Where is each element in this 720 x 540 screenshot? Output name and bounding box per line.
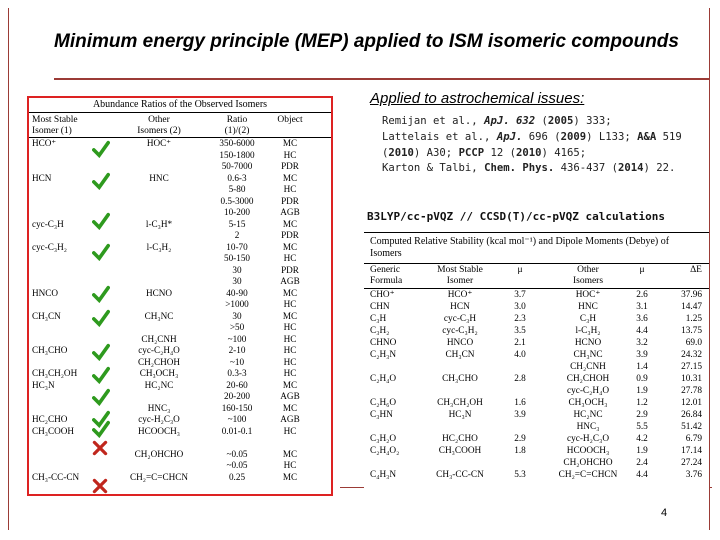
right-table-cell: 69.0 <box>685 338 702 348</box>
left-table-row <box>29 265 329 276</box>
left-table-row <box>29 219 329 230</box>
right-table-cell: C₃HN <box>370 410 393 420</box>
right-table-cell: 5.3 <box>514 470 526 480</box>
right-table-cell: 27.24 <box>681 458 702 468</box>
left-table-cell: l-C₃H* <box>145 218 173 229</box>
reference-segment: 2009 <box>560 130 587 143</box>
left-table-cell: HC₂CHO <box>32 414 68 424</box>
right-table-cell: cyc-H₂C₃O <box>566 434 610 444</box>
left-table-heading: Abundance Ratios of the Observed Isomers <box>29 98 331 113</box>
left-table-cell: MC <box>282 471 298 482</box>
reference-segment: ) A30; <box>413 146 459 159</box>
right-table-cell: C₃H₂O <box>370 434 397 444</box>
right-table-cell: CH₃CH₂OH <box>437 398 483 408</box>
checkmark-icon <box>92 243 110 261</box>
right-table-cell: 4.0 <box>514 350 526 360</box>
slide-right-border <box>709 8 710 530</box>
left-table-cell: 50-150 <box>223 253 251 263</box>
right-table-cell: C₃H <box>579 314 597 324</box>
right-table-cell: cyc-C₃H <box>443 314 477 324</box>
reference-segment: ) L133; <box>586 130 638 143</box>
left-table-cell: MC <box>282 448 298 459</box>
right-table-cell: 4.4 <box>636 470 648 480</box>
left-table-cell: cyc-C₃H₂ <box>32 241 67 252</box>
right-table-cell: 3.76 <box>685 470 702 480</box>
right-table-cell: C₂H₆O <box>370 398 397 408</box>
right-table-cell: 1.6 <box>514 398 526 408</box>
reference-segment: 12 ( <box>484 146 516 159</box>
left-table-cell: HC <box>283 299 297 309</box>
reference-segment: 2005 <box>547 115 574 127</box>
left-table-cell: 160-150 <box>221 402 253 413</box>
right-table-cell: 14.47 <box>681 302 702 312</box>
left-table-column-header: Most Stable Isomer (1) <box>32 115 78 136</box>
right-table-cell: CHN <box>370 302 390 312</box>
checkmark-icon <box>92 212 110 230</box>
right-table-cell: l-C₃H₂ <box>575 326 601 336</box>
reference-segment: ( <box>382 146 389 159</box>
right-table-cell: C₂H₃N <box>370 350 397 360</box>
left-table-cell: HCOOCH₃ <box>138 425 180 436</box>
left-table-cell: cyc-C₃H <box>32 218 64 229</box>
left-table-cell: CH₃COOH <box>32 425 74 436</box>
left-table-cell: HNCO <box>32 287 59 298</box>
right-table-cell: 51.42 <box>681 422 702 432</box>
right-table-cell: CHO⁺ <box>370 290 395 300</box>
left-table-cell: >1000 <box>225 299 249 309</box>
right-table-column-header: μ <box>639 265 645 275</box>
left-table-cell: MC <box>282 310 298 321</box>
right-table-row <box>364 446 709 457</box>
right-table-cell: 2.9 <box>636 410 648 420</box>
left-table-cell: >50 <box>229 322 245 332</box>
checkmark-icon <box>92 388 110 406</box>
right-table-cell: HCO⁺ <box>447 290 473 300</box>
left-table-row <box>29 403 329 414</box>
right-table-row <box>364 386 709 397</box>
left-table-cell: HNC₃ <box>147 402 171 413</box>
right-table-cell: CH₃COOH <box>438 446 482 456</box>
left-table-row <box>29 460 329 471</box>
right-table-cell: CHNO <box>370 338 397 348</box>
left-table-cell: ~10 <box>229 356 245 367</box>
reference-segment: 436-437 ( <box>554 162 619 175</box>
left-table-cell: PDR <box>281 230 299 240</box>
reference-segment: Chem. Phys. <box>484 162 555 175</box>
left-table-row <box>29 242 329 253</box>
left-table-cell: HCNO <box>145 287 173 298</box>
reference-line <box>382 130 707 146</box>
right-table-cell: cyc-C₃H₂ <box>442 326 478 336</box>
right-table-cell: HCOOCH₃ <box>566 446 610 456</box>
right-table-cell: 2.9 <box>514 434 526 444</box>
reference-segment: ) 4165; <box>541 146 587 159</box>
right-table-cell: HNC₃ <box>576 422 600 432</box>
left-table-cell: CH₃CN <box>32 310 61 321</box>
left-table-cell: HC <box>283 184 297 194</box>
left-table-row <box>29 138 329 149</box>
left-table-row <box>29 299 329 310</box>
left-table-cell: AGB <box>280 391 300 401</box>
left-table-cell: HCN <box>32 172 52 183</box>
left-table-row <box>29 368 329 379</box>
left-table-cell: 0.6-3 <box>227 172 247 183</box>
reference-line <box>382 146 707 162</box>
left-table-row <box>29 345 329 356</box>
abundance-ratios-table <box>27 96 333 496</box>
left-table-row <box>29 380 329 391</box>
right-table-heading: Computed Relative Stability (kcal mol⁻¹) and Dipole Moments (Debye) of Isomers <box>364 232 709 264</box>
reference-line <box>382 114 707 130</box>
right-table-cell: 2.6 <box>636 290 648 300</box>
right-table-cell: HNC <box>578 302 598 312</box>
right-table-cell: CH₃CN <box>445 350 475 360</box>
right-table-cell: C₂H₄O₂ <box>370 446 400 456</box>
left-table-cell: HC <box>283 368 297 378</box>
left-table-cell: 5-15 <box>228 218 246 229</box>
right-table-cell: C₂H₄O <box>370 374 397 384</box>
left-table-cell: 0.01-0.1 <box>221 425 253 436</box>
right-table-cell: 27.78 <box>681 386 702 396</box>
left-table-cell: MC <box>282 172 298 183</box>
right-table-cell: 2.4 <box>636 458 648 468</box>
slide-left-border <box>8 8 9 530</box>
left-table-column-header: Object <box>277 115 303 125</box>
stability-table <box>364 232 709 494</box>
left-table-row <box>29 357 329 368</box>
right-table-cell: 1.25 <box>685 314 702 324</box>
right-table-cell: 3.7 <box>514 290 526 300</box>
left-table-cell: 2-10 <box>228 345 246 355</box>
right-table-row <box>364 410 709 421</box>
references-block <box>382 114 707 177</box>
left-table-cell: MC <box>282 379 298 390</box>
left-table-row <box>29 472 329 483</box>
checkmark-icon <box>92 172 110 190</box>
left-table-cell: HC₂NC <box>144 379 174 390</box>
left-table-cell: PDR <box>281 264 299 275</box>
left-table-cell: cyc-C₂H₄O <box>138 345 180 355</box>
left-table-cell: CH₂=C=CHCN <box>130 471 188 482</box>
right-table-cell: 1.9 <box>636 446 648 456</box>
reference-line <box>382 161 707 177</box>
reference-segment: ( <box>535 115 548 127</box>
right-table-column-header: Generic Formula <box>370 265 403 286</box>
left-table-cell: CH₃CHO <box>32 345 68 355</box>
left-table-cell: 30 <box>232 276 242 286</box>
left-table-cell: 20-60 <box>226 379 248 390</box>
right-table-column-header: Most Stable Isomer <box>437 265 483 286</box>
left-table-cell: ~100 <box>227 414 247 424</box>
right-table-row <box>364 362 709 373</box>
left-table-row <box>29 196 329 207</box>
left-table-cell: 40-90 <box>226 287 248 298</box>
reference-segment: ApJ. <box>496 130 523 143</box>
left-table-row <box>29 334 329 345</box>
left-table-cell: HC <box>283 425 297 436</box>
left-table-row <box>29 276 329 287</box>
left-table-cell: 0.25 <box>228 471 246 482</box>
left-table-cell: 20-200 <box>223 391 251 401</box>
left-table-row <box>29 311 329 322</box>
right-table-cell: 3.2 <box>636 338 648 348</box>
checkmark-icon <box>92 285 110 303</box>
left-table-cell: HC <box>283 345 297 355</box>
method-label: B3LYP/cc-pVQZ // CCSD(T)/cc-pVQZ calculations <box>367 210 666 223</box>
right-table-cell: HC₂CHO <box>442 434 478 444</box>
left-table-cell: ~0.05 <box>226 448 248 459</box>
right-table-cell: 26.84 <box>681 410 702 420</box>
right-table-cell: HNCO <box>446 338 474 348</box>
left-table-cell: 30 <box>232 264 242 275</box>
right-table-cell: HC₂NC <box>573 410 603 420</box>
right-table-cell: 3.5 <box>514 326 526 336</box>
checkmark-icon <box>92 140 110 158</box>
left-table-cell: HNC <box>149 172 169 183</box>
reference-segment: 696 ( <box>522 130 561 143</box>
reference-segment: ) 333; <box>573 115 612 127</box>
checkmark-icon <box>92 420 110 438</box>
right-table-cell: 37.96 <box>681 290 702 300</box>
left-table-row <box>29 322 329 333</box>
right-table-cell: 24.32 <box>681 350 702 360</box>
reference-segment: 2014 <box>618 162 644 175</box>
left-table-cell: 150-1800 <box>219 149 255 160</box>
left-table-cell: MC <box>282 241 298 252</box>
left-table-cell: HOC⁺ <box>146 138 172 148</box>
right-table-column-header: Other Isomers <box>572 265 604 286</box>
left-table-row <box>29 207 329 218</box>
left-table-row <box>29 414 329 425</box>
right-table-row <box>364 350 709 361</box>
right-table-row <box>364 326 709 337</box>
right-table-cell: 17.14 <box>681 446 702 456</box>
left-table-cell: MC <box>282 138 298 148</box>
left-table-cell: MC <box>282 402 298 413</box>
page-number: 4 <box>661 507 668 519</box>
right-table-cell: 3.6 <box>636 314 648 324</box>
right-table-cell: 1.2 <box>636 398 648 408</box>
left-table-cell: CH₂CNH <box>141 333 177 344</box>
left-table-row <box>29 426 329 437</box>
right-table-cell: 27.15 <box>681 362 702 372</box>
reference-segment: Karton & Talbi, <box>382 162 485 175</box>
left-table-cell: HC <box>283 460 297 470</box>
left-table-cell: PDR <box>281 195 299 206</box>
left-table-cell: cyc-H₂C₃O <box>138 414 180 424</box>
right-table-cell: C₃H <box>370 314 387 324</box>
right-table-cell: CH₃CHO <box>442 374 478 384</box>
right-table-cell: CH₃OCH₃ <box>568 398 608 408</box>
left-table-header-row <box>29 113 331 138</box>
checkmark-icon <box>92 343 110 361</box>
right-table-cell: HOC⁺ <box>575 290 601 300</box>
right-table-cell: 1.9 <box>636 386 648 396</box>
left-table-cell: CH₃NC <box>144 310 174 321</box>
left-table-column-header: Ratio (1)/(2) <box>224 115 250 136</box>
right-table-cell: cyc-C₂H₄O <box>566 386 610 396</box>
reference-segment: ) 22. <box>643 162 676 175</box>
right-table-cell: CH₂OHCHO <box>563 458 613 468</box>
left-table-cell: 5-80 <box>228 184 246 194</box>
left-table-row <box>29 173 329 184</box>
right-table-cell: C₄H₃N <box>370 470 397 480</box>
right-table-cell: 5.5 <box>636 422 648 432</box>
right-table-column-header: ΔE <box>690 265 702 275</box>
checkmark-icon <box>92 366 110 384</box>
right-table-cell: 4.2 <box>636 434 648 444</box>
right-table-cell: HCN <box>450 302 470 312</box>
right-table-cell: 3.9 <box>514 410 526 420</box>
left-table-cell: 10-70 <box>226 241 248 252</box>
right-table-cell: 13.75 <box>681 326 702 336</box>
reference-segment: 519 <box>656 130 682 143</box>
right-table-cell: 3.9 <box>636 350 648 360</box>
left-table-cell: AGB <box>280 414 300 424</box>
reference-segment: Remijan et al., <box>382 115 485 127</box>
left-table-cell: AGB <box>280 276 300 286</box>
reference-segment: A&A <box>637 130 657 143</box>
reference-segment: 2010 <box>515 146 542 159</box>
right-table-cell: HC₃N <box>448 410 472 420</box>
left-table-row <box>29 449 329 460</box>
right-table-row <box>364 338 709 349</box>
cross-icon <box>92 440 108 456</box>
right-table-row <box>364 422 709 433</box>
right-table-cell: CH₃NC <box>573 350 603 360</box>
left-table-row <box>29 161 329 172</box>
left-table-row <box>29 253 329 264</box>
left-table-cell: 50-7000 <box>221 161 253 171</box>
right-table-row <box>364 290 709 301</box>
left-table-cell: 10-200 <box>223 207 251 217</box>
right-table-cell: CH₂CNH <box>570 362 606 372</box>
left-table-row <box>29 184 329 195</box>
left-table-cell: ~100 <box>227 333 247 344</box>
left-table-cell: CH₃CH₂OH <box>32 368 78 378</box>
right-table-cell: C₃H₂ <box>370 326 390 336</box>
left-table-cell: HCO⁺ <box>32 138 57 148</box>
right-table-cell: 4.4 <box>636 326 648 336</box>
right-table-cell: 1.8 <box>514 446 526 456</box>
right-table-cell: 1.4 <box>636 362 648 372</box>
right-table-header-row <box>364 264 709 289</box>
checkmark-icon <box>92 309 110 327</box>
right-table-cell: CH₂=C=CHCN <box>558 470 618 480</box>
right-table-cell: 3.0 <box>514 302 526 312</box>
right-table-row <box>364 374 709 385</box>
slide-title: Minimum energy principle (MEP) applied to ISM isomeric compounds <box>54 31 679 52</box>
right-table-row <box>364 458 709 469</box>
right-table-row <box>364 314 709 325</box>
left-table-cell: l-C₃H₂ <box>146 241 172 252</box>
cross-icon <box>92 478 108 494</box>
left-table-cell: HC <box>283 333 297 344</box>
right-table-cell: 2.1 <box>514 338 526 348</box>
right-table-cell: 2.3 <box>514 314 526 324</box>
left-table-cell: 0.3-3 <box>227 368 247 378</box>
reference-segment: ApJ. 632 <box>484 115 536 127</box>
left-table-row <box>29 437 329 448</box>
left-table-cell: CH₂CHOH <box>138 356 180 367</box>
left-table-cell: CH₃OCH₃ <box>139 368 179 378</box>
left-table-cell: 2 <box>234 230 240 240</box>
left-table-row <box>29 150 329 161</box>
left-table-row <box>29 288 329 299</box>
left-table-cell: CH₃-CC-CN <box>32 471 80 482</box>
left-table-cell: AGB <box>280 207 300 217</box>
right-table-cell: 12.01 <box>681 398 702 408</box>
right-table-cell: 3.1 <box>636 302 648 312</box>
right-table-cell: 0.9 <box>636 374 648 384</box>
left-table-column-header: Other Isomers (2) <box>137 115 181 136</box>
right-table-row <box>364 398 709 409</box>
right-table-cell: HCNO <box>574 338 602 348</box>
left-table-row <box>29 230 329 241</box>
left-table-cell: MC <box>282 287 298 298</box>
title-underline <box>54 78 709 80</box>
reference-segment: PCCP <box>458 146 485 159</box>
left-table-cell: HC₃N <box>32 379 55 390</box>
right-table-cell: 2.8 <box>514 374 526 384</box>
right-table-cell: 6.79 <box>685 434 702 444</box>
left-table-cell: MC <box>282 218 298 229</box>
left-table-cell: CH₂OHCHO <box>134 448 184 459</box>
right-table-cell: CH₃-CC-CN <box>436 470 484 480</box>
right-table-column-header: μ <box>517 265 523 275</box>
reference-segment: Lattelais et al., <box>382 130 497 143</box>
left-table-cell: HC <box>283 356 297 367</box>
right-table-cell: CH₂CHOH <box>566 374 610 384</box>
reference-segment: 2010 <box>388 146 414 159</box>
left-table-cell: PDR <box>281 161 299 171</box>
subtitle: Applied to astrochemical issues: <box>370 90 585 107</box>
right-table-row <box>364 302 709 313</box>
left-table-cell: HC <box>283 149 297 160</box>
left-table-cell: 0.5-3000 <box>220 195 254 206</box>
left-table-cell: 350-6000 <box>219 138 255 148</box>
left-table-row <box>29 391 329 402</box>
left-table-cell: 30 <box>232 310 242 321</box>
left-table-cell: HC <box>283 322 297 332</box>
right-table-row <box>364 470 709 481</box>
left-table-cell: ~0.05 <box>226 460 248 470</box>
right-table-row <box>364 434 709 445</box>
right-table-cell: 10.31 <box>681 374 702 384</box>
left-table-cell: HC <box>283 253 297 263</box>
